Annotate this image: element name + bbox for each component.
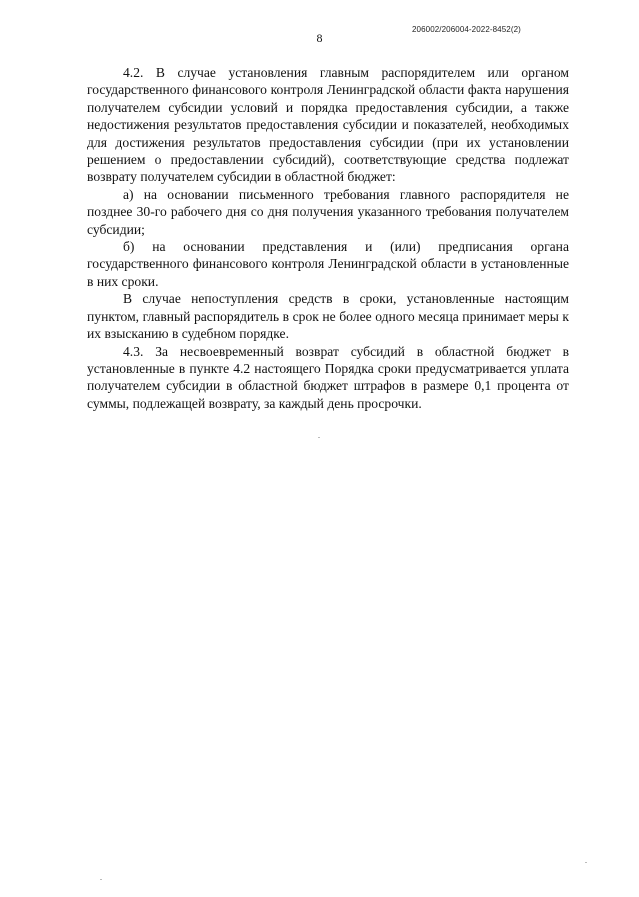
paragraph-4-2: 4.2. В случае установления главным распорядителем или органом государственного финансового контроля Ленинградской области факта нарушения получателем субсидии условий и порядка предоставления субсидии, а также недостижения результатов предоставления субсидии и показателей, необходимых для достижения результатов предоставления субсидии (при их установлении решением о предоставлении субсидий), соответствующие средства подлежат возврату получателем субсидии в областной бюджет: <box>87 65 569 185</box>
paragraph-4-3: 4.3. За несвоевременный возврат субсидий в областной бюджет в установленные в пункте 4.2 настоящего Порядка сроки предусматривается уплата получателем субсидии в областной бюджет штрафов в размере 0,1 процента от суммы, подлежащей возврату, за каждый день просрочки. <box>87 343 569 411</box>
paragraph-non-receipt: В случае непоступления средств в сроки, установленные настоящим пунктом, главный распорядитель в срок не более одного месяца принимает меры к их взысканию в судебном порядке. <box>87 291 569 342</box>
scan-speck <box>100 879 102 880</box>
scan-speck <box>585 862 587 863</box>
document-body <box>87 64 569 412</box>
page-number: 8 <box>316 31 323 45</box>
paragraph-4-2-b: б) на основании представления и (или) предписания органа государственного финансового контроля Ленинградской области в установленные в них сроки. <box>87 239 569 289</box>
paragraph-4-2-a: а) на основании письменного требования главного распорядителя не позднее 30-го рабочего дня со дня получения указанного требования получателем субсидии; <box>87 186 569 237</box>
scan-speck <box>318 437 320 438</box>
document-id: 206002/206004-2022-8452(2) <box>412 25 521 34</box>
